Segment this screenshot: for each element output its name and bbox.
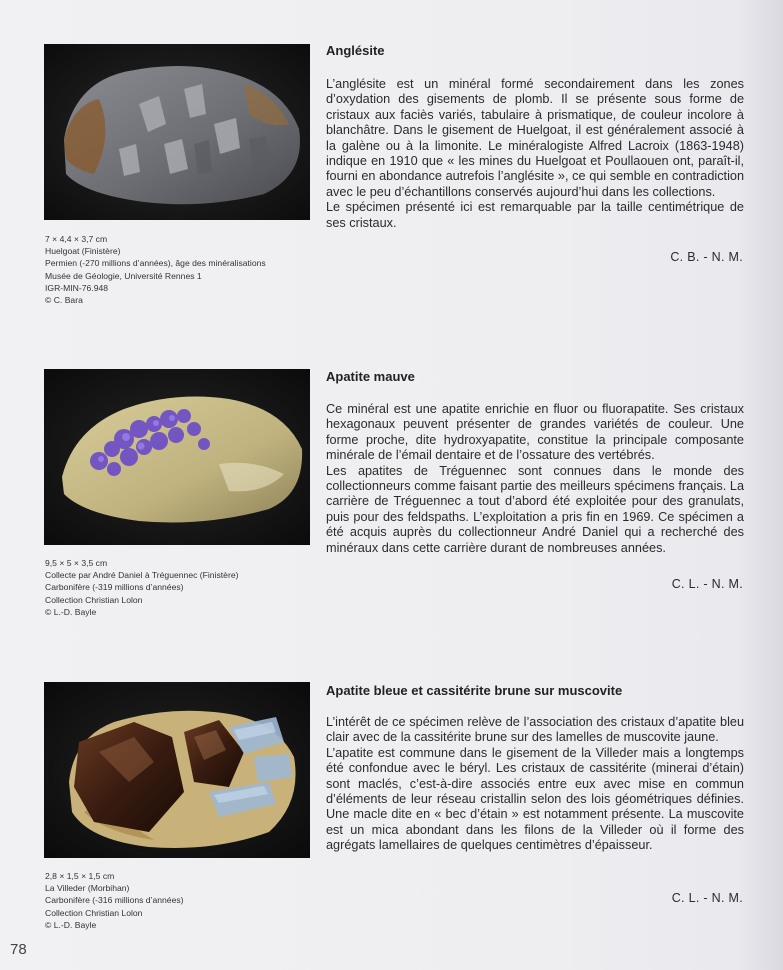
specimen-photo-apatite-bleue (44, 682, 310, 858)
caption-photo-credit: © L.-D. Bayle (45, 919, 97, 930)
author-signature: C. B. - N. M. (670, 250, 743, 264)
body-paragraph: Ce minéral est une apatite enrichie en fluor ou fluorapatite. Ses cristaux hexagonaux peuvent présenter de grandes variétés de couleur. Une forme proche, dite hydroxyapatite, constitue la principale composante minérale de l’émail dentaire et de l’ossature des vertébrés. (326, 402, 744, 463)
entry-title: Apatite bleue et cassitérite brune sur muscovite (326, 683, 623, 698)
caption-dimensions: 2,8 × 1,5 × 1,5 cm (45, 871, 115, 881)
entry-body (326, 715, 744, 854)
page-number: 78 (10, 941, 27, 958)
specimen-caption-apatite-mauve (45, 557, 315, 618)
body-paragraph: Le spécimen présenté ici est remarquable par la taille centimétrique de ses cristaux. (326, 200, 744, 230)
caption-dimensions: 9,5 × 5 × 3,5 cm (45, 558, 108, 568)
caption-photo-credit: © C. Bara (45, 295, 83, 306)
body-paragraph: L’anglésite est un minéral formé secondairement dans les zones d’oxydation des gisements de plomb. Il se présente sous forme de cristaux aux faciès variés, tabulaire à prismatique, de couleur incolore à blanchâtre. Dans le gisement de Huelgoat, il est généralement associé à la galène ou à la limonite. Le minéralogiste Alfred Lacroix (1863-1948) indique en 1910 que « les mines du Huelgoat et Poullaouen ont, paraît-il, fourni en abondance autrefois l’anglésite », ce qui semble en contradiction avec le peu d’échantillons conservés aujourd’hui dans les collections. (326, 77, 744, 199)
author-signature: C. L. - N. M. (671, 891, 743, 905)
entry-title: Anglésite (326, 43, 385, 58)
caption-inventory-number: IGR-MIN-76.948 (45, 282, 109, 293)
caption-age: Permien (-270 millions d’années), âge des minéralisations (45, 258, 266, 269)
body-paragraph: L’intérêt de ce spécimen relève de l’association des cristaux d’apatite bleu clair avec de la cassitérite brune sur des lamelles de muscovite jaune. (326, 715, 744, 745)
specimen-caption-anglesite (45, 233, 315, 306)
specimen-photo-apatite-mauve (44, 369, 310, 545)
caption-locality: Huelgoat (Finistère) (45, 246, 121, 257)
entry-body (326, 77, 744, 231)
entry-body (326, 402, 744, 556)
caption-collection: Musée de Géologie, Université Rennes 1 (45, 270, 202, 281)
caption-locality: Collecte par André Daniel à Tréguennec (Finistère) (45, 570, 239, 581)
caption-age: Carbonifère (-319 millions d’années) (45, 582, 184, 593)
specimen-photo-anglesite (44, 44, 310, 220)
caption-collection: Collection Christian Lolon (45, 907, 143, 918)
entry-title: Apatite mauve (326, 369, 415, 384)
specimen-caption-apatite-bleue (45, 870, 315, 931)
caption-age: Carbonifère (-316 millions d’années) (45, 895, 184, 906)
body-paragraph: L’apatite est commune dans le gisement de la Villeder mais a longtemps été confondue avec le béryl. Les cristaux de cassitérite (minerai d’étain) sont maclés, c’est-à-dire associés entre eux avec mise en commun d’éléments de leur réseau cristallin selon des lois géométriques définies. Une macle dite en « bec d’étain » est notamment présente. La muscovite est un mica abondant dans les filons de la Villeder où il forme des agrégats lamellaires de quelques centimètres d’épaisseur. (326, 745, 744, 853)
author-signature: C. L. - N. M. (671, 577, 743, 591)
body-paragraph: Les apatites de Tréguennec sont connues dans le monde des collectionneurs comme faisant partie des meilleurs spécimens français. La carrière de Tréguennec a tout d’abord été exploitée pour des granulats, puis pour des feldspaths. L’exploitation a pris fin en 1969. Ce spécimen a été acquis auprès du collectionneur André Daniel qui a recherché des minéraux dans cette carrière durant de nombreuses années. (326, 463, 744, 555)
caption-locality: La Villeder (Morbihan) (45, 883, 130, 894)
caption-dimensions: 7 × 4,4 × 3,7 cm (45, 234, 108, 244)
caption-photo-credit: © L.-D. Bayle (45, 606, 97, 617)
caption-collection: Collection Christian Lolon (45, 594, 143, 605)
